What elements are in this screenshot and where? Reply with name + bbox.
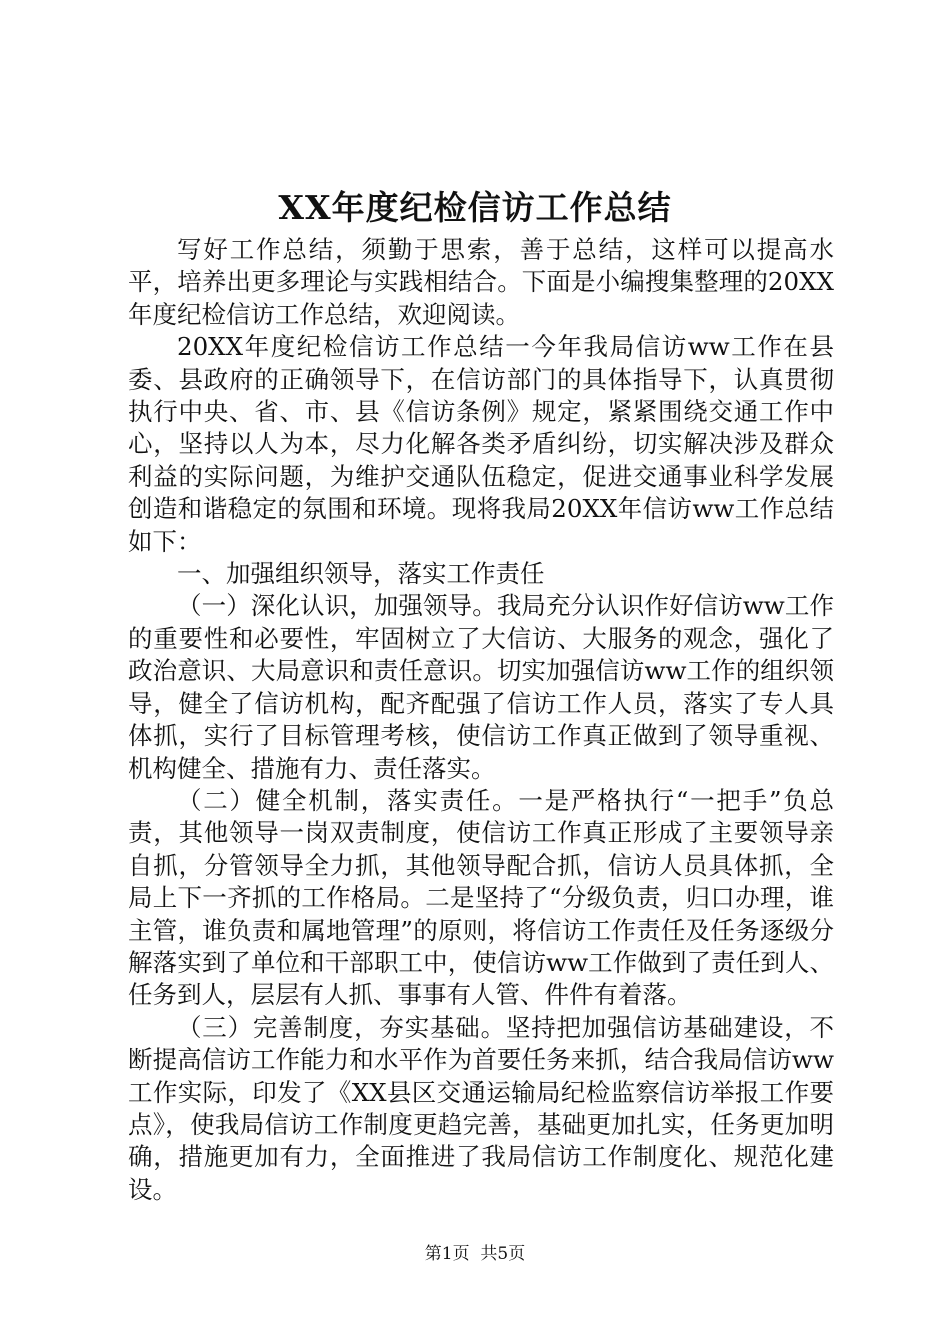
paragraph-subsection-2: （二）健全机制，落实责任。一是严格执行“一把手”负总责，其他领导一岗双责制度，使信访工作真正形成了主要领导亲自抓，分管领导全力抓，其他领导配合抓，信访人员具体抓，全局上下一齐抓的工作格局。二是坚持了“分级负责，归口办理，谁主管，谁负责和属地管理”的原则，将信访工作责任及任务逐级分解落实到了单位和干部职工中，使信访ww工作做到了责任到人、任务到人，层层有人抓、事事有人管、件件有着落。 [128, 785, 834, 1010]
section-heading-1: 一、加强组织领导，落实工作责任 [177, 559, 545, 589]
paragraph-subsection-1: （一）深化认识，加强领导。我局充分认识作好信访ww工作的重要性和必要性，牢固树立了大信访、大服务的观念，强化了政治意识、大局意识和责任意识。切实加强信访ww工作的组织领导，健全了信访机构，配齐配强了信访工作人员，落实了专人具体抓，实行了目标管理考核，使信访工作真正做到了领导重视、机构健全、措施有力、责任落实。 [128, 591, 834, 783]
page-title: XX年度纪检信访工作总结 [278, 188, 672, 227]
paragraph-subsection-3: （三）完善制度，夯实基础。坚持把加强信访基础建设，不断提高信访工作能力和水平作为首要任务来抓，结合我局信访ww工作实际，印发了《XX县区交通运输局纪检监察信访举报工作要点》，使我局信访工作制度更趋完善，基础更加扎实，任务更加明确，措施更加有力，全面推进了我局信访工作制度化、规范化建设。 [128, 1012, 834, 1204]
paragraph-overview: 20XX年度纪检信访工作总结一今年我局信访ww工作在县委、县政府的正确领导下，在信访部门的具体指导下，认真贯彻执行中央、省、市、县《信访条例》规定，紧紧围绕交通工作中心，坚持以人为本，尽力化解各类矛盾纠纷，切实解决涉及群众利益的实际问题，为维护交通队伍稳定，促进交通事业科学发展创造和谐稳定的氛围和环境。现将我局20XX年信访ww工作总结如下： [128, 332, 834, 556]
page-footer: 第1页 共5页 [424, 1244, 526, 1264]
paragraph-intro: 写好工作总结，须勤于思索，善于总结，这样可以提高水平，培养出更多理论与实践相结合。下面是小编搜集整理的20XX年度纪检信访工作总结，欢迎阅读。 [128, 235, 834, 329]
document-body [128, 234, 834, 1206]
